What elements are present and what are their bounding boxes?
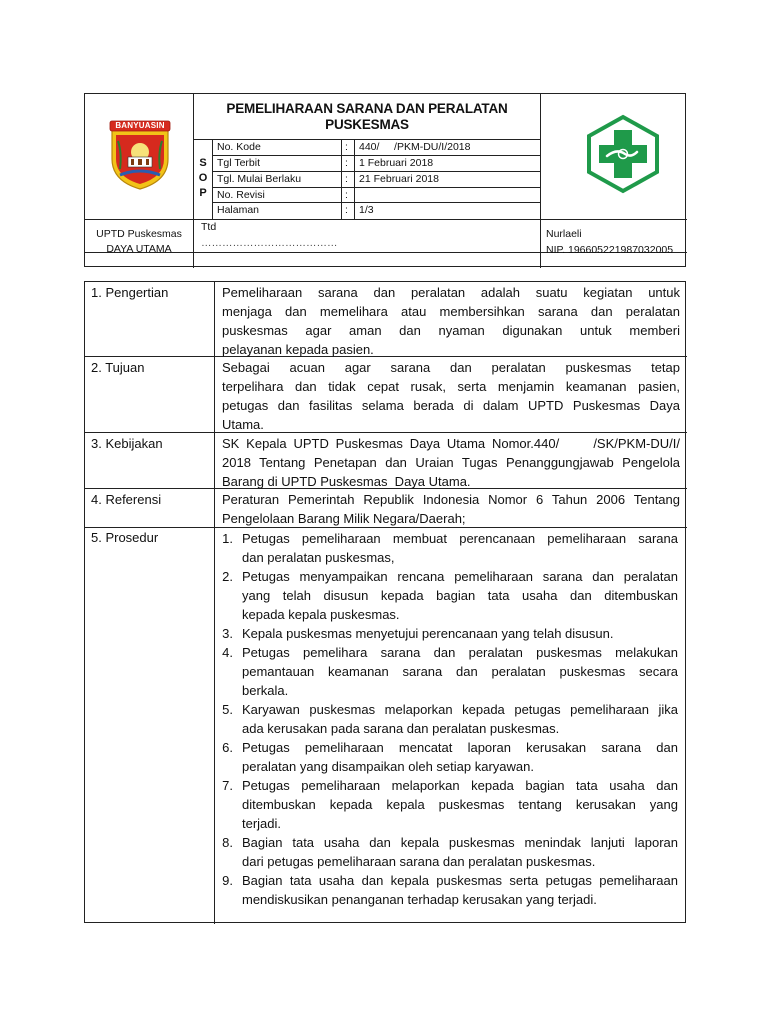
prosedur-item-text	[242, 529, 678, 567]
text-line: ada kerusakan pada sarana dan peralatan puskesmas.	[242, 721, 560, 736]
prosedur-item	[215, 643, 685, 700]
meta-label-no-revisi: No. Revisi	[217, 189, 265, 201]
meta-value-tgl-mulai: 21 Februari 2018	[359, 173, 439, 185]
text-line: mendiskusikan penanganan terhadap kerusakan yang terjadi.	[242, 892, 597, 907]
text-line: Petugas pemeliharaan melaporkan kepada bagian tata usaha dan	[242, 778, 678, 793]
text-line: Karyawan puskesmas melaporkan kepada petugas pemeliharaan jika	[242, 702, 678, 717]
divider	[540, 94, 541, 268]
text-line: puskesmas agar aman dan nyaman digunakan untuk memberi	[222, 323, 680, 338]
divider	[85, 219, 687, 220]
prosedur-item	[215, 567, 685, 624]
text-tujuan	[222, 358, 680, 434]
prosedur-item	[215, 700, 685, 738]
text-line: dari petugas pemeliharaan sarana dan peralatan puskesmas.	[242, 854, 596, 869]
meta-value-tgl-terbit: 1 Februari 2018	[359, 157, 434, 169]
divider	[341, 139, 342, 219]
prosedur-item	[215, 833, 685, 871]
org-line-1: UPTD Puskesmas	[96, 228, 182, 240]
text-line: peralatan yang disampaikan oleh setiap karyawan.	[242, 759, 534, 774]
text-line: Sebagai acuan agar sarana dan peralatan puskesmas tetap	[222, 360, 680, 375]
text-line: SK Kepala UPTD Puskesmas Daya Utama Nomor.440/ /SK/PKM-DU/I/	[222, 436, 680, 451]
prosedur-item-number: 7.	[222, 778, 233, 793]
meta-value-no-kode: 440/ /PKM-DU/I/2018	[359, 141, 471, 153]
prosedur-item-number: 2.	[222, 569, 233, 584]
sop-letter-s: S	[199, 157, 207, 169]
ttd-dots: …………………………………	[201, 237, 338, 249]
prosedur-item	[215, 624, 685, 643]
text-line: Pemeliharaan sarana dan peralatan adalah suatu kegiatan untuk	[222, 285, 680, 300]
text-line: Bagian tata usaha dan kepala puskesmas menindak lanjuti laporan	[242, 835, 678, 850]
title-line-1: PEMELIHARAAN SARANA DAN PERALATAN	[226, 101, 508, 116]
meta-label-no-kode: No. Kode	[217, 141, 261, 153]
meta-sep: :	[345, 189, 348, 201]
prosedur-item-text	[242, 738, 678, 776]
prosedur-item-number: 4.	[222, 645, 233, 660]
text-line: Barang di UPTD Puskesmas Daya Utama.	[222, 474, 471, 489]
text-line: Petugas menyampaikan rencana pemeliharaan sarana dan peralatan	[242, 569, 678, 584]
sop-title	[194, 101, 540, 133]
label-kebijakan: 3. Kebijakan	[91, 436, 163, 451]
text-line: Kepala puskesmas menyetujui perencanaan yang telah disusun.	[242, 626, 614, 641]
meta-sep: :	[345, 204, 348, 216]
prosedur-item-number: 3.	[222, 626, 233, 641]
text-line: Utama.	[222, 417, 264, 432]
sop-body-table	[84, 281, 686, 923]
sop-header-table	[84, 93, 686, 267]
org-name	[85, 227, 193, 257]
text-line: Peraturan Pemerintah Republik Indonesia Nomor 6 Tahun 2006 Tentang	[222, 492, 680, 507]
text-line: pelayanan kepada pasien.	[222, 342, 374, 357]
text-line: Petugas pemeliharaan mencatat laporan kerusakan sarana dan	[242, 740, 678, 755]
puskesmas-logo	[585, 114, 661, 194]
prosedur-item-number: 8.	[222, 835, 233, 850]
signer-nip: NIP. 196605221987032005	[546, 244, 674, 256]
text-line: ditembuskan kepada kepala puskesmas tentang kerusakan yang	[242, 797, 678, 812]
text-line: pemantauan keamanan sarana dan peralatan puskesmas secara	[242, 664, 678, 679]
divider	[354, 139, 355, 219]
text-line: Pengelolaan Barang Milik Negara/Daerah;	[222, 511, 466, 526]
prosedur-item-text	[242, 624, 678, 643]
prosedur-item-number: 9.	[222, 873, 233, 888]
prosedur-item	[215, 871, 685, 909]
text-referensi	[222, 490, 680, 528]
text-line: dan peralatan puskesmas,	[242, 550, 395, 565]
prosedur-item	[215, 529, 685, 567]
meta-grid	[194, 139, 540, 219]
meta-sep: :	[345, 173, 348, 185]
meta-sep: :	[345, 157, 348, 169]
prosedur-item-text	[242, 567, 678, 624]
prosedur-item-text	[242, 700, 678, 738]
text-line: berkala.	[242, 683, 289, 698]
prosedur-list	[215, 528, 685, 918]
text-line: Petugas pemeliharaan membuat perencanaan pemeliharaan sarana	[242, 531, 678, 546]
text-pengertian	[222, 283, 680, 359]
label-pengertian: 1. Pengertian	[91, 285, 169, 300]
prosedur-item	[215, 776, 685, 833]
sop-letter-p: P	[199, 187, 207, 199]
meta-value-halaman: 1/3	[359, 204, 374, 216]
divider	[212, 202, 540, 203]
meta-label-halaman: Halaman	[217, 204, 260, 216]
text-line: Petugas pemelihara sarana dan peralatan puskesmas melakukan	[242, 645, 678, 660]
signer-name: Nurlaeli	[546, 228, 582, 240]
sop-letter-o: O	[198, 172, 208, 184]
text-line: 2018 Tentang Penetapan dan Uraian Tugas Penanggungjawab Pengelola	[222, 455, 680, 470]
prosedur-item	[215, 738, 685, 776]
title-line-2: PUSKESMAS	[325, 117, 409, 132]
logo-text: BANYUASIN	[115, 121, 165, 130]
text-line: menjaga dan memelihara atau membersihkan sarana dan peralatan	[222, 304, 680, 319]
text-line: Bagian tata usaha dan kepala puskesmas serta petugas pemeliharaan	[242, 873, 678, 888]
ttd-label: Ttd	[201, 221, 217, 233]
label-tujuan: 2. Tujuan	[91, 360, 145, 375]
meta-label-tgl-mulai: Tgl. Mulai Berlaku	[217, 173, 302, 185]
text-line: kepada kepala puskesmas.	[242, 607, 400, 622]
label-referensi: 4. Referensi	[91, 492, 162, 507]
prosedur-item-number: 1.	[222, 531, 233, 546]
banyuasin-logo	[108, 119, 172, 191]
prosedur-item-text	[242, 776, 678, 833]
sop-letters	[194, 157, 212, 199]
prosedur-item-text	[242, 643, 678, 700]
org-line-2: DAYA UTAMA	[106, 243, 172, 255]
text-line: terjadi.	[242, 816, 282, 831]
text-kebijakan	[222, 434, 680, 491]
meta-sep: :	[345, 141, 348, 153]
text-line: yang telah disusun kepada bagian tata usaha dan ditembuskan	[242, 588, 678, 603]
label-prosedur: 5. Prosedur	[91, 530, 159, 545]
meta-label-tgl-terbit: Tgl Terbit	[217, 157, 260, 169]
divider	[212, 139, 213, 219]
prosedur-item-text	[242, 833, 678, 871]
prosedur-item-number: 5.	[222, 702, 233, 717]
prosedur-item-number: 6.	[222, 740, 233, 755]
prosedur-item-text	[242, 871, 678, 909]
text-line: petugas dan fasilitas selama berada di dalam UPTD Puskesmas Daya	[222, 398, 680, 413]
text-line: terpelihara dan tidak cepat rusak, serta menjamin keamanan pasien,	[222, 379, 680, 394]
